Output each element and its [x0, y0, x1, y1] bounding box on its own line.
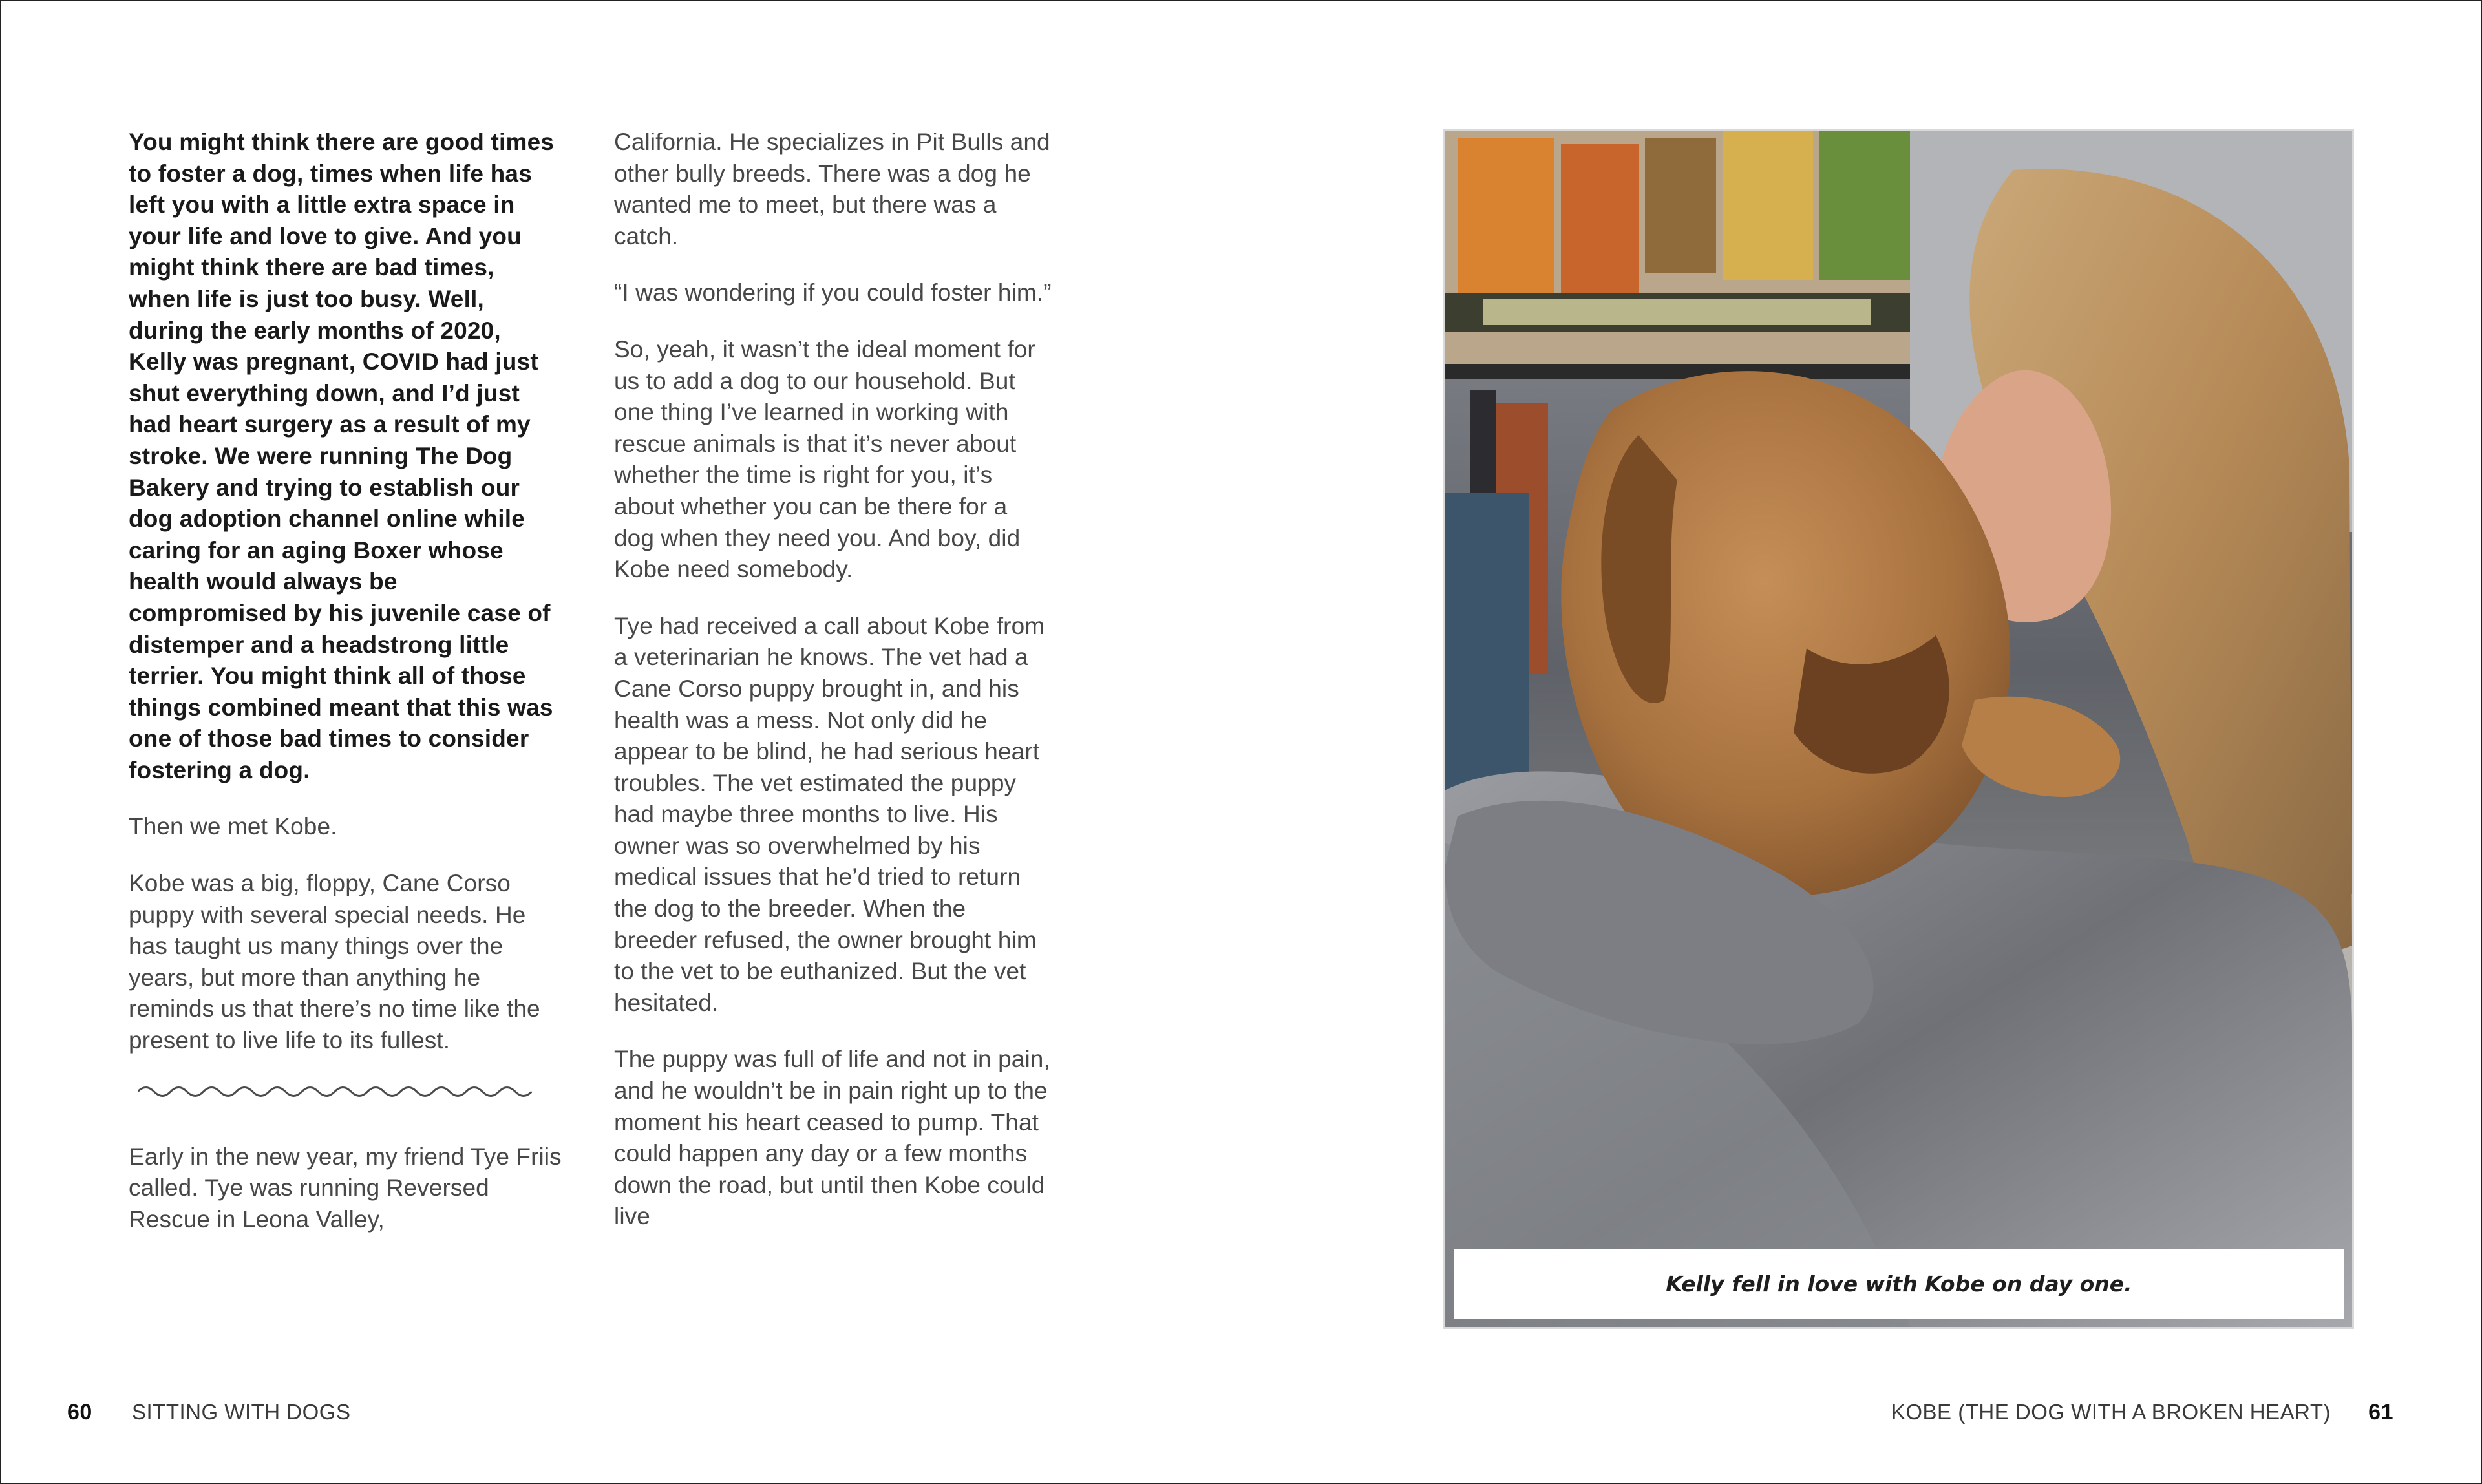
opening-paragraph: You might think there are good times to foster a dog, times when life has left you with a little extra space in your life and love to give. And you might think there are bad times, when life is just too busy. Well, during the early months of 2020, Kelly was pregnant, COVID had just shut everything down, and I’d just had heart surgery as a result of my stroke. We were running The Dog Bakery and trying to establish our dog adoption channel online while caring for an aging Boxer whose health would always be compromised by his juvenile case of distemper and a headstrong little terrier. You might think all of those things combined meant that this was one of those bad times to consider fostering a dog. [129, 129, 555, 783]
paragraph-tye-called: Early in the new year, my friend Tye Friis called. Tye was running Reversed Rescue in Leona Valley, [129, 1143, 562, 1233]
wavy-divider [138, 1082, 532, 1101]
paragraph-foster-quote: “I was wondering if you could foster him.” [614, 279, 1052, 306]
left-page-number: 60 [67, 1400, 92, 1425]
photo-kelly-with-kobe [1443, 129, 2354, 1329]
paragraph-full-of-life: The puppy was full of life and not in pain, and he wouldn’t be in pain right up to the moment his heart ceased to pump. That could happen any day or a few months down the road, but until then Kobe could live [614, 1046, 1050, 1230]
left-text-column [129, 127, 562, 1260]
paragraph-then-we-met-kobe: Then we met Kobe. [129, 813, 337, 840]
right-running-head: KOBE (THE DOG WITH A BROKEN HEART) [1891, 1400, 2331, 1424]
photo-caption: Kelly fell in love with Kobe on day one. [1454, 1249, 2344, 1319]
middle-text-column [614, 127, 1054, 1258]
right-page-number: 61 [2368, 1400, 2393, 1425]
left-running-head: SITTING WITH DOGS [132, 1400, 351, 1424]
paragraph-not-ideal-moment: So, yeah, it wasn’t the ideal moment for us to add a dog to our household. But one thing I’ve learned in working with rescue animals is that it’s never about whether the time is right for you, it’s about whether you can be there for a dog when they need you. And boy, did Kobe need somebody. [614, 335, 1035, 583]
paragraph-vet-call: Tye had received a call about Kobe from a veterinarian he knows. The vet had a Cane Corso puppy brought in, and his health was a mess. Not only did he appear to be blind, he had serious heart troubles. The vet estimated the puppy had maybe three months to live. His owner was so overwhelmed by his medical issues that he’d tried to return the dog to the breeder. When the breeder refused, the owner brought him to the vet to be euthanized. But the vet hesitated. [614, 612, 1045, 1016]
paragraph-kobe-description: Kobe was a big, floppy, Cane Corso puppy with several special needs. He has taught us many things over the years, but more than anything he reminds us that there’s no time like the present to live life to its fullest. [129, 870, 540, 1054]
photo-illustration [1445, 131, 2352, 1327]
paragraph-california: California. He specializes in Pit Bulls and other bully breeds. There was a dog he wanted me to meet, but there was a catch. [614, 129, 1050, 249]
